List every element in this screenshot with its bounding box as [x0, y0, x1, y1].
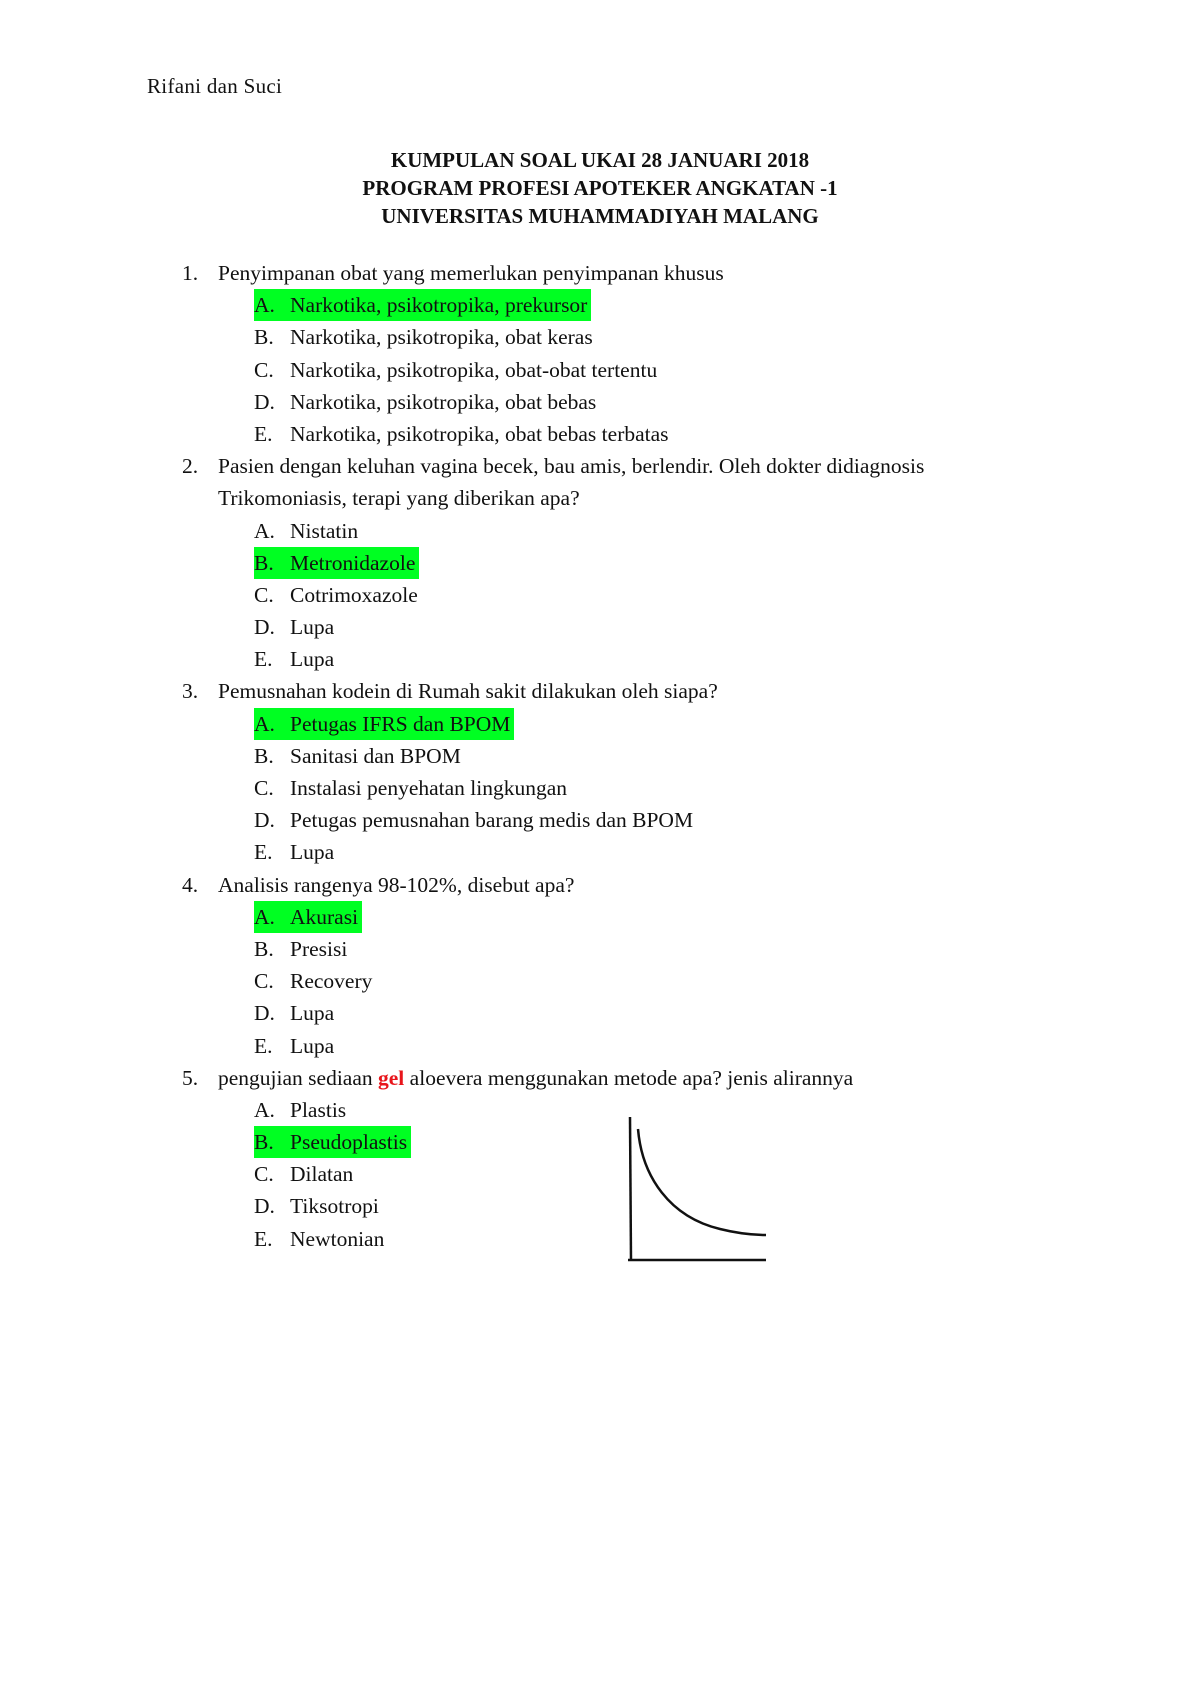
title-line-3: UNIVERSITAS MUHAMMADIYAH MALANG [381, 204, 819, 228]
option: A. Nistatin [254, 518, 359, 543]
option: E. Newtonian [254, 1226, 385, 1251]
option-row [0, 772, 1200, 804]
pseudoplastic-flow-curve [620, 1117, 770, 1267]
correct-option: B. Pseudoplastis [254, 1126, 411, 1158]
option-row [0, 901, 1200, 933]
chart-curve [638, 1129, 766, 1235]
author-header: Rifani dan Suci [147, 74, 283, 98]
option: C. Recovery [254, 969, 373, 994]
question-3 [0, 675, 1200, 707]
option-row [0, 1126, 1200, 1158]
question-text: Penyimpanan obat yang memerlukan penyimpanan khusus [218, 261, 724, 285]
option: E. Lupa [254, 647, 335, 672]
option-row [0, 836, 1200, 868]
chart-y-axis [630, 1117, 631, 1261]
option-row [0, 1190, 1200, 1222]
question-number: 4. [182, 872, 199, 897]
question-text: Pemusnahan kodein di Rumah sakit dilakukan oleh siapa? [218, 679, 718, 704]
option: D. Lupa [254, 615, 335, 640]
title-line-2: PROGRAM PROFESI APOTEKER ANGKATAN -1 [362, 176, 838, 200]
option: A. Plastis [254, 1097, 347, 1122]
option-row [0, 611, 1200, 643]
question-list [0, 257, 1200, 1255]
question-text: Trikomoniasis, terapi yang diberikan apa? [218, 486, 580, 511]
question-number: 5. [182, 1065, 199, 1090]
title-line-1: KUMPULAN SOAL UKAI 28 JANUARI 2018 [390, 148, 810, 172]
option: B. Sanitasi dan BPOM [254, 743, 461, 768]
question-4 [0, 869, 1200, 901]
option: B. Presisi [254, 936, 348, 961]
option-row [0, 997, 1200, 1029]
option: C. Cotrimoxazole [254, 582, 418, 607]
option-row [0, 321, 1200, 353]
question-2 [0, 450, 1200, 482]
document-title [0, 146, 1200, 230]
question-text: Analisis rangenya 98-102%, disebut apa? [218, 872, 575, 897]
correct-option: A. Petugas IFRS dan BPOM [254, 708, 514, 740]
highlighted-word: gel [378, 1065, 405, 1090]
option-row [0, 354, 1200, 386]
question-1 [0, 257, 1200, 289]
question-text: Pasien dengan keluhan vagina becek, bau amis, berlendir. Oleh dokter didiagnosis [218, 454, 925, 479]
option: D. Lupa [254, 1001, 335, 1026]
option-row [0, 1223, 1200, 1255]
option-row [0, 386, 1200, 418]
option-row [0, 547, 1200, 579]
option-row [0, 515, 1200, 547]
option-row [0, 418, 1200, 450]
correct-option: A. Akurasi [254, 901, 362, 933]
option: B. Narkotika, psikotropika, obat keras [254, 325, 593, 350]
option-row [0, 289, 1200, 321]
option-row [0, 579, 1200, 611]
option-row [0, 933, 1200, 965]
option: C. Narkotika, psikotropika, obat-obat tertentu [254, 357, 658, 382]
option-row [0, 708, 1200, 740]
correct-option: B. Metronidazole [254, 547, 419, 579]
option-row [0, 965, 1200, 997]
option-row [0, 1030, 1200, 1062]
correct-option: A. Narkotika, psikotropika, prekursor [254, 289, 591, 321]
option: D. Narkotika, psikotropika, obat bebas [254, 389, 597, 414]
option-row [0, 1158, 1200, 1190]
option: C. Instalasi penyehatan lingkungan [254, 776, 568, 800]
option: D. Petugas pemusnahan barang medis dan BPOM [254, 808, 694, 833]
question-number: 1. [182, 261, 199, 285]
option-row [0, 1094, 1200, 1126]
option: E. Narkotika, psikotropika, obat bebas terbatas [254, 421, 669, 446]
option-row [0, 804, 1200, 836]
question-number: 2. [182, 454, 199, 479]
option-row [0, 740, 1200, 772]
option: E. Lupa [254, 1033, 335, 1058]
option-row [0, 643, 1200, 675]
question-number: 3. [182, 679, 199, 704]
question-text: pengujian sediaan gel aloevera menggunakan metode apa? jenis alirannya [218, 1065, 854, 1090]
option: C. Dilatan [254, 1162, 354, 1187]
option: D. Tiksotropi [254, 1194, 379, 1219]
question-5 [0, 1062, 1200, 1094]
option: E. Lupa [254, 840, 335, 865]
question-2-continuation [0, 482, 1200, 514]
